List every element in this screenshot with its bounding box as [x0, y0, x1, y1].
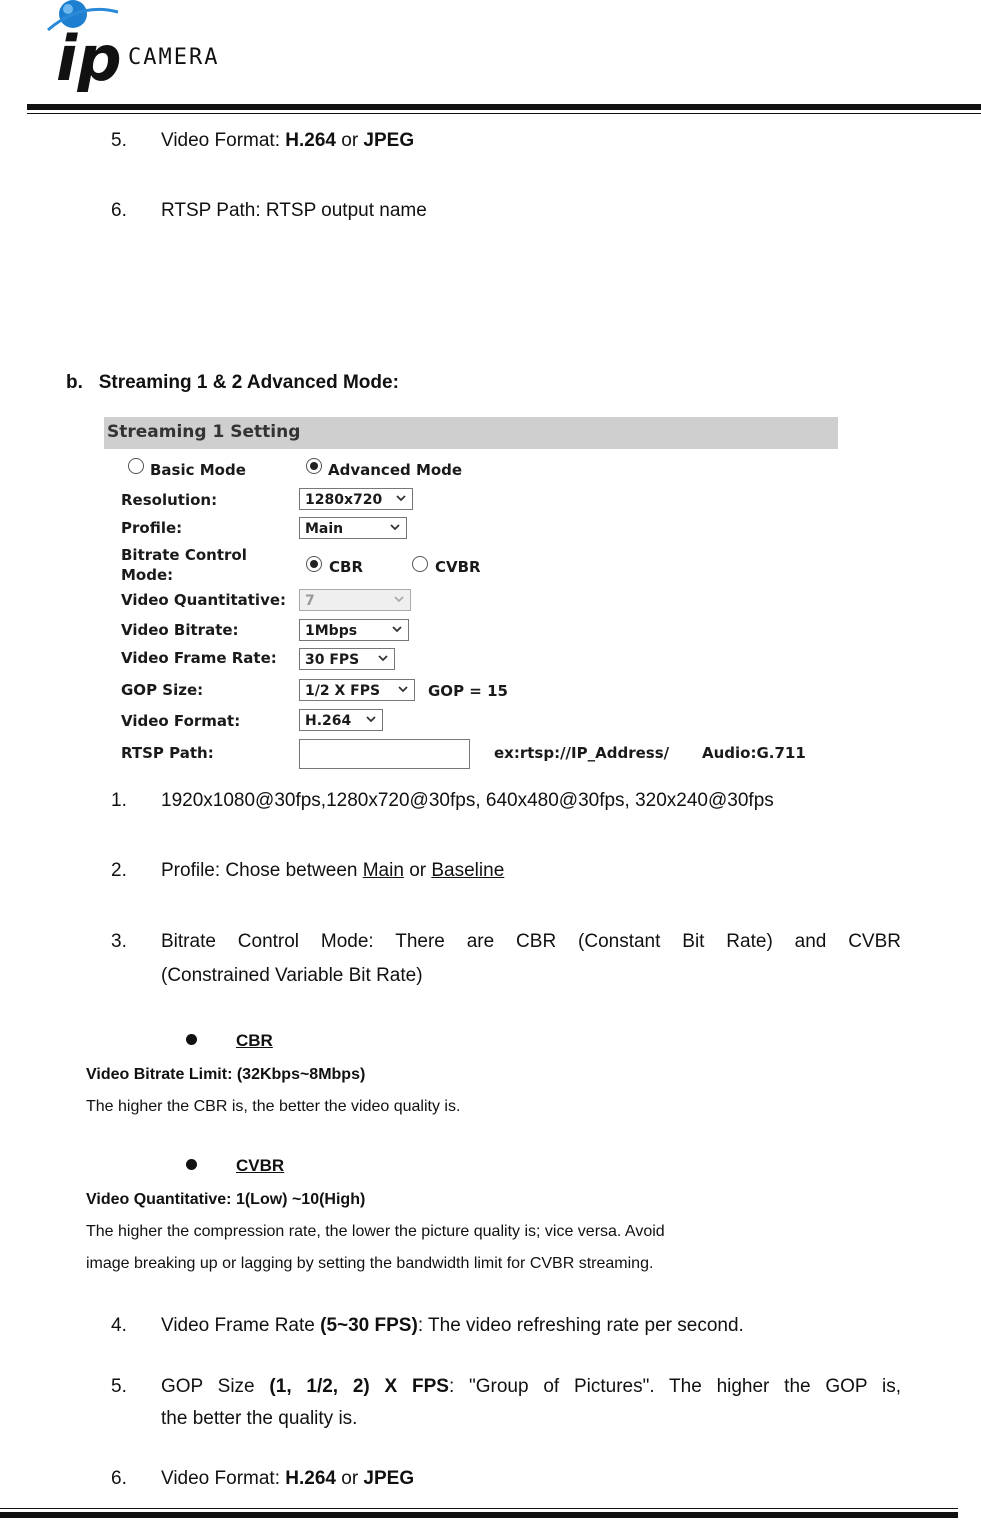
- item-text: Bitrate Control Mode: There are CBR (Constant Bit Rate) and CVBR: [161, 931, 901, 952]
- section-title: b. Streaming 1 & 2 Advanced Mode:: [66, 372, 399, 393]
- footer-rule: [0, 1512, 958, 1518]
- item-number: 4.: [111, 1315, 127, 1336]
- advanced-mode-label: Advanced Mode: [328, 461, 463, 479]
- video-bitrate-value: 1Mbps: [305, 623, 358, 639]
- logo-camera-text: CAMERA: [128, 45, 220, 70]
- rtsp-path-label: RTSP Path:: [121, 744, 214, 762]
- frame-rate-select[interactable]: [299, 648, 395, 670]
- rtsp-path-input[interactable]: [299, 739, 470, 769]
- cbr-limit: Video Bitrate Limit: (32Kbps~8Mbps): [86, 1066, 366, 1083]
- item-text: GOP Size (1, 1/2, 2) X FPS: "Group of Pictures". The higher the GOP is,: [161, 1376, 902, 1397]
- cvbr-limit: Video Quantitative: 1(Low) ~10(High): [86, 1191, 366, 1208]
- item-text: RTSP Path: RTSP output name: [161, 200, 427, 221]
- item-text: Video Frame Rate (5~30 FPS): The video refreshing rate per second.: [161, 1315, 744, 1336]
- cbr-heading: CBR: [236, 1031, 273, 1050]
- item-number: 6.: [111, 1468, 127, 1489]
- panel-header: [104, 417, 838, 449]
- ip-camera-logo: [40, 0, 310, 92]
- item-text: Video Format: H.264 or JPEG: [161, 1468, 415, 1489]
- profile-value: Main: [305, 521, 344, 537]
- bitrate-mode-label: Bitrate Control: [121, 546, 247, 564]
- item-text: the better the quality is.: [161, 1408, 358, 1429]
- cvbr-description-2: image breaking up or lagging by setting the bandwidth limit for CVBR streaming.: [86, 1255, 654, 1272]
- chevron-down-icon: [390, 522, 400, 532]
- cvbr-description: The higher the compression rate, the lower the picture quality is; vice versa. Avoid: [86, 1223, 665, 1240]
- chevron-down-icon: [398, 684, 408, 694]
- advanced-mode-radio[interactable]: [306, 458, 322, 474]
- item-number: 2.: [111, 860, 127, 881]
- cbr-label: CBR: [329, 558, 363, 576]
- chevron-down-icon: [396, 493, 406, 503]
- gop-size-label: GOP Size:: [121, 681, 204, 699]
- item-number: 3.: [111, 931, 127, 952]
- audio-hint: Audio:G.711: [702, 744, 806, 762]
- frame-rate-value: 30 FPS: [305, 652, 360, 668]
- item-number: 5.: [111, 1376, 127, 1397]
- cvbr-radio[interactable]: [412, 556, 428, 572]
- item-text: Profile: Chose between Main or Baseline: [161, 860, 505, 881]
- item-text: (Constrained Variable Bit Rate): [161, 965, 423, 986]
- rtsp-hint: ex:rtsp://IP_Address/: [494, 744, 670, 762]
- cvbr-label: CVBR: [435, 558, 481, 576]
- item-text: Video Format: H.264 or JPEG: [161, 130, 415, 151]
- chevron-down-icon: [378, 653, 388, 663]
- header-rule-thin: [27, 113, 981, 114]
- cbr-radio[interactable]: [306, 556, 322, 572]
- item-number: 6.: [111, 200, 127, 221]
- quantitative-value: 7: [305, 593, 315, 609]
- baseline-link: Baseline: [431, 860, 505, 881]
- footer-rule-thin: [0, 1508, 958, 1509]
- profile-label: Profile:: [121, 519, 183, 537]
- frame-rate-label: Video Frame Rate:: [121, 649, 277, 667]
- video-format-value: H.264: [305, 713, 352, 729]
- streaming-settings-panel: [104, 417, 838, 771]
- cvbr-heading: CVBR: [236, 1156, 285, 1175]
- bullet-dot: [186, 1034, 197, 1045]
- chevron-down-icon: [394, 594, 404, 604]
- basic-mode-radio[interactable]: [128, 458, 144, 474]
- header-rule: [27, 104, 981, 110]
- profile-select[interactable]: [299, 517, 407, 539]
- video-format-select[interactable]: [299, 709, 383, 731]
- video-format-label: Video Format:: [121, 712, 241, 730]
- bullet-dot: [186, 1159, 197, 1170]
- basic-mode-label: Basic Mode: [150, 461, 246, 479]
- item-text: 1920x1080@30fps,1280x720@30fps, 640x480@30fps, 320x240@30fps: [161, 790, 774, 811]
- chevron-down-icon: [366, 714, 376, 724]
- gop-result: GOP = 15: [428, 682, 508, 700]
- resolution-label: Resolution:: [121, 491, 218, 509]
- bitrate-mode-label-2: Mode:: [121, 566, 174, 584]
- main-link: Main: [362, 860, 404, 881]
- chevron-down-icon: [392, 624, 402, 634]
- video-bitrate-label: Video Bitrate:: [121, 621, 239, 639]
- video-bitrate-select[interactable]: [299, 619, 409, 641]
- quantitative-select[interactable]: [299, 589, 411, 611]
- logo-ip-text: ip: [56, 22, 122, 92]
- panel-title: Streaming 1 Setting: [107, 422, 301, 442]
- item-number: 1.: [111, 790, 127, 811]
- resolution-select[interactable]: [299, 488, 413, 510]
- item-number: 5.: [111, 130, 127, 151]
- gop-size-select[interactable]: [299, 679, 415, 701]
- gop-size-value: 1/2 X FPS: [305, 683, 381, 699]
- cbr-description: The higher the CBR is, the better the video quality is.: [86, 1098, 461, 1115]
- resolution-value: 1280x720: [305, 492, 383, 508]
- quantitative-label: Video Quantitative:: [121, 591, 287, 609]
